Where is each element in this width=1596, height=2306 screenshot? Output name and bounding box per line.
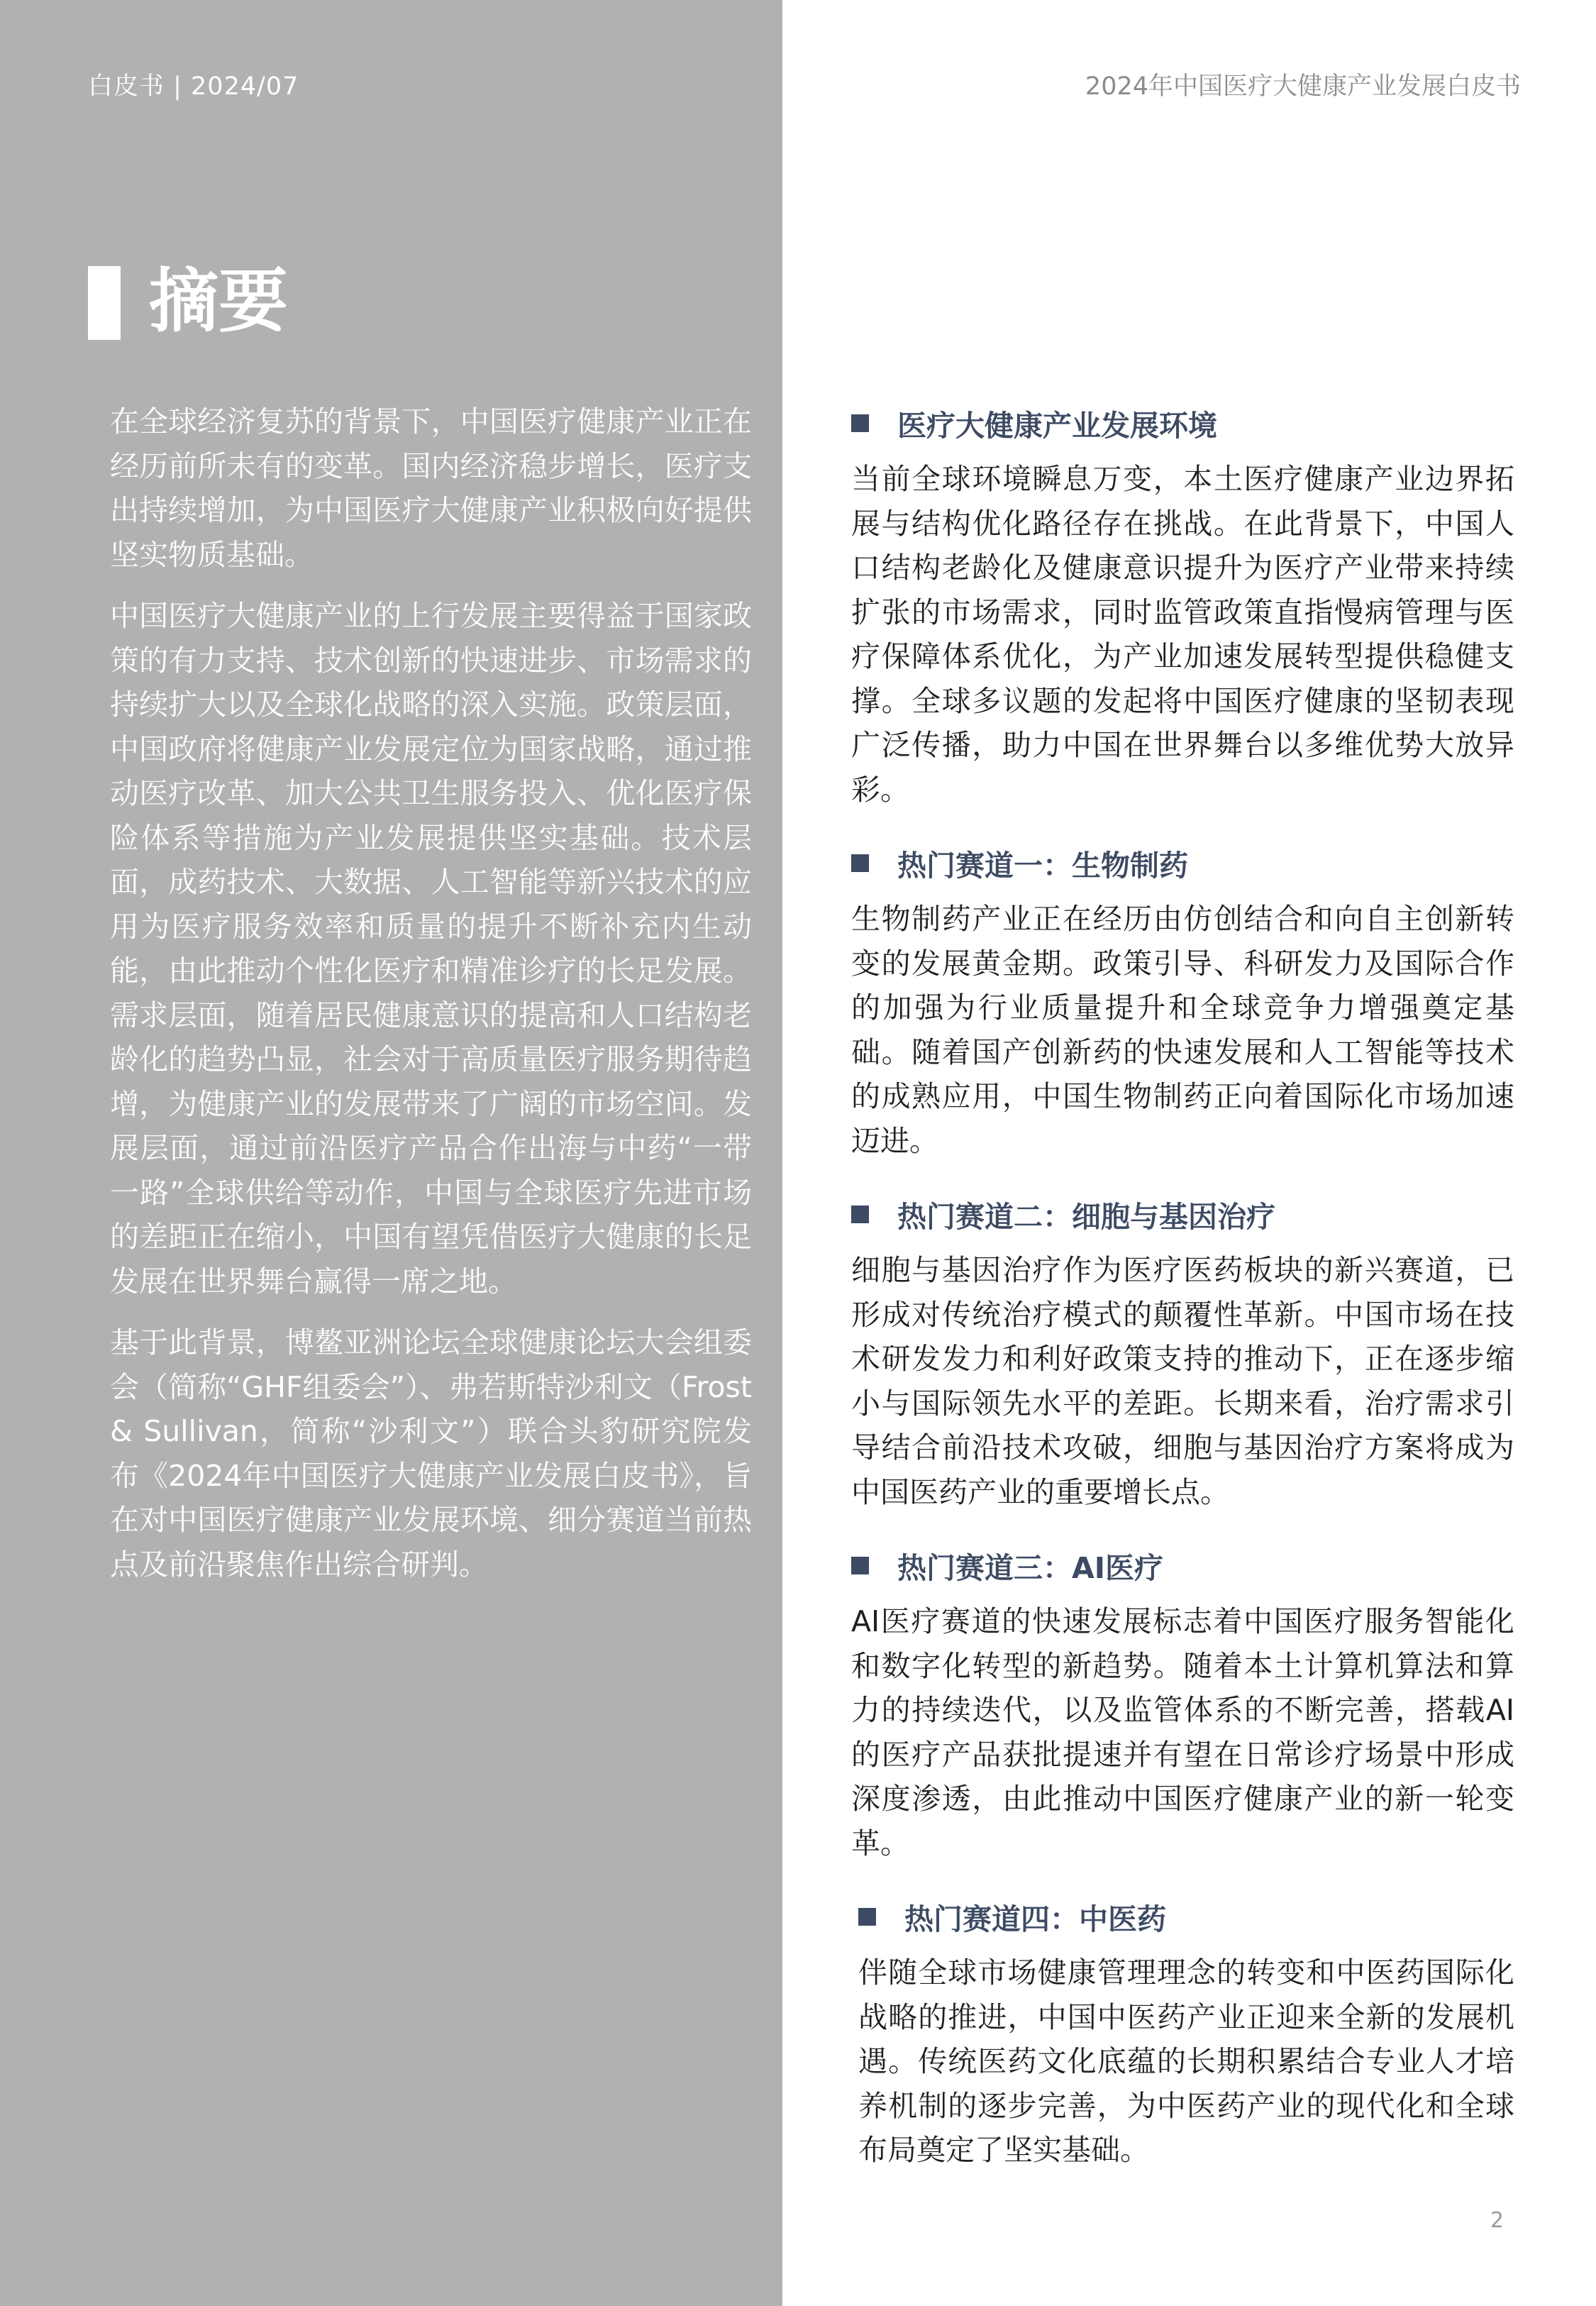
summary-text xyxy=(110,399,752,1604)
section-body: 伴随全球市场健康管理理念的转变和中医药国际化战略的推进，中国中医药产业正迎来全新的发展机遇。传统医药文化底蕴的长期积累结合专业人才培养机制的逐步完善，为中医药产业的现代化和全球布局奠定了坚实基础。 xyxy=(858,1955,1514,2167)
section-body: 当前全球环境瞬息万变，本土医疗健康产业边界拓展与结构优化路径存在挑战。在此背景下，中国人口结构老龄化及健康意识提升为医疗产业带来持续扩张的市场需求，同时监管政策直指慢病管理与医疗保障体系优化，为产业加速发展转型提供稳健支撑。全球多议题的发起将中国医疗健康的坚韧表现广泛传播，助力中国在世界舞台以多维优势大放异彩。 xyxy=(851,462,1514,807)
section-heading xyxy=(858,1891,1514,1942)
summary-paragraph: 中国医疗大健康产业的上行发展主要得益于国家政策的有力支持、技术创新的快速进步、市场需求的持续扩大以及全球化战略的深入实施。政策层面，中国政府将健康产业发展定位为国家战略，通过推动医疗改革、加大公共卫生服务投入、优化医疗保险体系等措施为产业发展提供坚实基础。技术层面，成药技术、大数据、人工智能等新兴技术的应用为医疗服务效率和质量的提升不断补充内生动能，由此推动个性化医疗和精准诊疗的长足发展。需求层面，随着居民健康意识的提高和人口结构老龄化的趋势凸显，社会对于高质量医疗服务期待趋增，为健康产业的发展带来了广阔的市场空间。发展层面，通过前沿医疗产品合作出海与中药“一带一路”全球供给等动作，中国与全球医疗先进市场的差距正在缩小，中国有望凭借医疗大健康的长足发展在世界舞台赢得一席之地。 xyxy=(110,599,752,1298)
page-title: 摘要 xyxy=(149,261,289,342)
section-heading xyxy=(851,837,1514,888)
section-body: AI医疗赛道的快速发展标志着中国医疗服务智能化和数字化转型的新趋势。随着本土计算机算法和算力的持续迭代，以及监管体系的不断完善，搭载AI的医疗产品获批提速并有望在日常诊疗场景中形成深度渗透，由此推动中国医疗健康产业的新一轮变革。 xyxy=(851,1604,1514,1860)
square-bullet-icon xyxy=(858,1908,876,1926)
page-number: 2 xyxy=(1490,2208,1504,2233)
section-heading-text: 医疗大健康产业发展环境 xyxy=(897,408,1217,443)
summary-paragraph: 在全球经济复苏的背景下，中国医疗健康产业正在经历前所未有的变革。国内经济稳步增长，医疗支出持续增加，为中国医疗大健康产业积极向好提供坚实物质基础。 xyxy=(110,404,752,572)
section-heading xyxy=(851,1188,1514,1240)
section-heading-text: 热门赛道二：细胞与基因治疗 xyxy=(897,1199,1275,1234)
section-body: 细胞与基因治疗作为医疗医药板块的新兴赛道，已形成对传统治疗模式的颠覆性革新。中国市场在技术研发发力和利好政策支持的推动下，正在逐步缩小与国际领先水平的差距。长期来看，治疗需求引导结合前沿技术攻破，细胞与基因治疗方案将成为中国医药产业的重要增长点。 xyxy=(851,1253,1514,1509)
square-bullet-icon xyxy=(851,414,869,432)
section-ai-medical xyxy=(851,1540,1514,1865)
square-bullet-icon xyxy=(851,1557,869,1574)
summary-paragraph: 基于此背景，博鳌亚洲论坛全球健康论坛大会组委会（简称“GHF组委会”）、弗若斯特沙利文（Frost & Sullivan，简称“沙利文”）联合头豹研究院发布《2024年中国医疗大健康产业发展白皮书》，旨在对中国医疗健康产业发展环境、细分赛道当前热点及前沿聚焦作出综合研判。 xyxy=(110,1325,752,1582)
square-bullet-icon xyxy=(851,1206,869,1223)
section-heading-text: 热门赛道三：AI医疗 xyxy=(897,1550,1163,1585)
header-doc-title: 2024年中国医疗大健康产业发展白皮书 xyxy=(1085,72,1521,101)
section-cell-gene-therapy xyxy=(851,1188,1514,1514)
section-environment xyxy=(851,397,1514,812)
section-tcm xyxy=(858,1891,1514,2173)
section-body: 生物制药产业正在经历由仿创结合和向自主创新转变的发展黄金期。政策引导、科研发力及国际合作的加强为行业质量提升和全球竞争力增强奠定基础。随着国产创新药的快速发展和人工智能等技术的成熟应用，中国生物制药正向着国际化市场加速迈进。 xyxy=(851,902,1514,1158)
section-heading-text: 热门赛道一：生物制药 xyxy=(897,848,1188,883)
square-bullet-icon xyxy=(851,854,869,872)
section-biopharma xyxy=(851,837,1514,1163)
section-heading xyxy=(851,397,1514,448)
section-heading xyxy=(851,1540,1514,1591)
sections-column xyxy=(851,397,1514,2198)
header-doc-type-date: 白皮书 | 2024/07 xyxy=(88,72,299,101)
title-accent-bar xyxy=(88,266,121,340)
section-heading-text: 热门赛道四：中医药 xyxy=(904,1902,1166,1936)
